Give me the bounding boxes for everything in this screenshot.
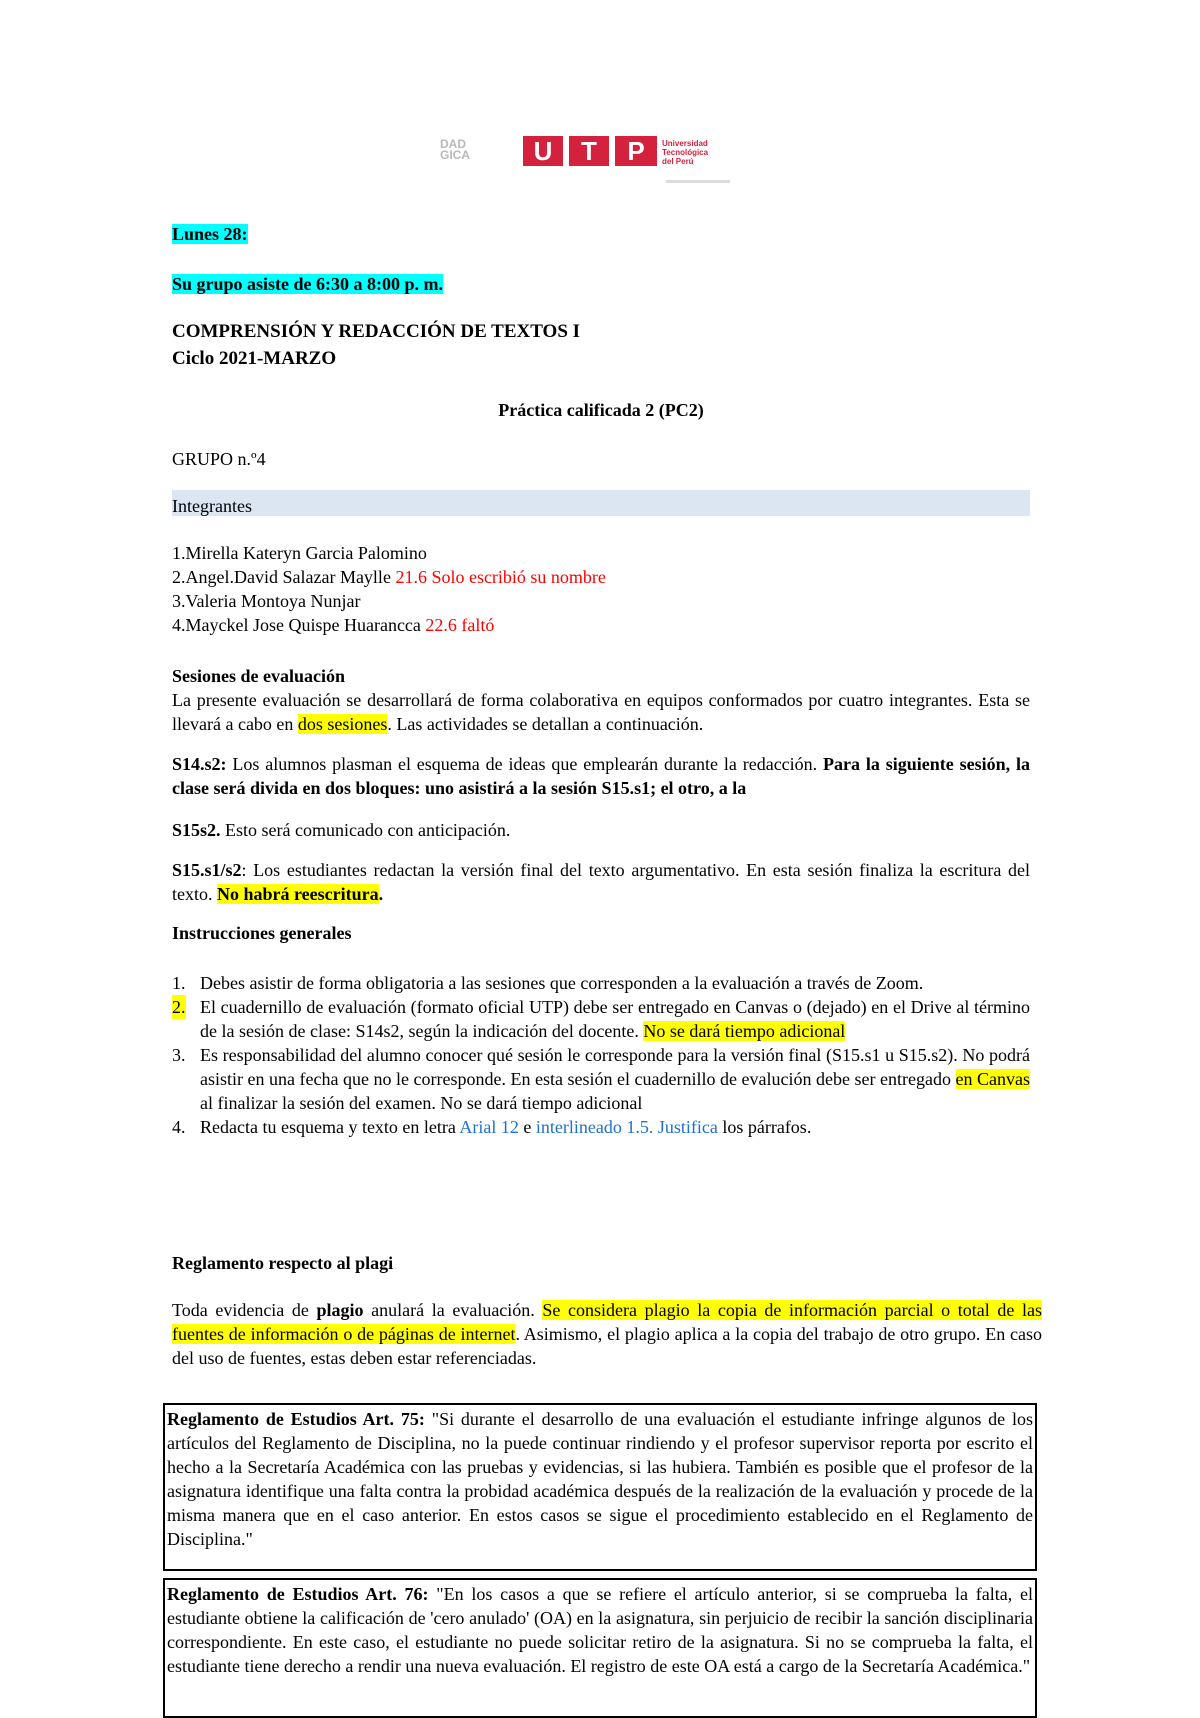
faded-logo <box>440 139 470 161</box>
members-heading: Integrantes <box>172 496 252 516</box>
member-2-grade-note: 21.6 Solo escribió su nombre <box>395 567 606 587</box>
rule-art-75-box: Reglamento de Estudios Art. 75: "Si durante el desarrollo de una evaluación el estudiante infringe algunos de los artículos del Reglamento de Disciplina, no la puede continuar rindiendo y el profesor supervisor reporta por escrito el hecho a la Secretaría Académica con las pruebas y evidencias, si las hubiera. También es posible que el profesor de la asignatura identifique una falta contra la probidad académica después de la realización de la evaluación y procede de la misma manera que en el caso anterior. En estos casos se sigue el procedimiento establecido en el Reglamento de Disciplina." <box>163 1403 1037 1571</box>
faded-logo-line1: DAD <box>440 137 466 151</box>
sessions-intro: La presente evaluación se desarrollará de forma colaborativa en equipos conformados por cuatro integrantes. Esta se llevará a cabo en dos sesiones. Las actividades se detallan a continuación. <box>172 690 1030 734</box>
header-divider <box>666 180 730 183</box>
session-s15: S15.s1/s2: Los estudiantes redactan la versión final del texto argumentativo. En esta sesión finaliza la escritura del texto. No habrá reescritura. <box>172 860 1030 904</box>
group-label: GRUPO n.º4 <box>172 449 266 469</box>
faded-logo-line2: GICA <box>440 148 470 162</box>
course-cycle: Ciclo 2021-MARZO <box>172 348 337 369</box>
day-line: Lunes 28: <box>172 224 248 244</box>
utp-logo-u: U <box>523 136 563 166</box>
exam-title: Práctica calificada 2 (PC2) <box>498 400 704 420</box>
instructions-list <box>172 971 1030 1139</box>
instruction-4: 4. Redacta tu esquema y texto en letra Arial 12 e interlineado 1.5. Justifica los párrafos. <box>172 1117 812 1137</box>
instruction-2: 2. El cuadernillo de evaluación (formato oficial UTP) debe ser entregado en Canvas o (dejado) en el Drive al término de la sesión de clase: S14s2, según la indicación del docente. No se dará tiempo adicional <box>172 997 1030 1041</box>
member-4-grade-note: 22.6 faltó <box>425 615 495 635</box>
instructions-heading: Instrucciones generales <box>172 923 352 943</box>
member-2: 2.Angel.David Salazar Maylle 21.6 Solo escribió su nombre <box>172 567 606 587</box>
plagio-heading: Reglamento respecto al plagi <box>172 1253 394 1273</box>
member-1: 1.Mirella Kateryn Garcia Palomino <box>172 543 427 563</box>
schedule-line: Su grupo asiste de 6:30 a 8:00 p. m. <box>172 274 444 294</box>
course-title: COMPRENSIÓN Y REDACCIÓN DE TEXTOS I <box>172 321 581 342</box>
utp-logo-subtitle: Universidad Tecnológica del Perú <box>662 139 709 166</box>
utp-logo-p: P <box>615 136 657 166</box>
member-4: 4.Mayckel Jose Quispe Huarancca 22.6 faltó <box>172 615 495 635</box>
members-list <box>172 541 606 637</box>
instruction-1: 1. Debes asistir de forma obligatoria a las sesiones que corresponden a la evaluación a través de Zoom. <box>172 973 924 993</box>
instruction-3: 3. Es responsabilidad del alumno conocer qué sesión le corresponde para la versión final (S15.s1 u S15.s2). No podrá asistir en una fecha que no le corresponde. En esta sesión el cuadernillo de evalución debe ser entregado en Canvas al finalizar la sesión del examen. No se dará tiempo adicional <box>172 1045 1030 1113</box>
sessions-heading: Sesiones de evaluación <box>172 666 346 686</box>
session-s14: S14.s2: Los alumnos plasman el esquema de ideas que emplearán durante la redacción. Para la siguiente sesión, la clase será divida en dos bloques: uno asistirá a la sesión S15.s1; el otro, a la <box>172 754 1031 798</box>
member-3: 3.Valeria Montoya Nunjar <box>172 591 361 611</box>
plagio-paragraph: Toda evidencia de plagio anulará la evaluación. Se considera plagio la copia de información parcial o total de las fuentes de información o de páginas de internet. Asimismo, el plagio aplica a la copia del trabajo de otro grupo. En caso del uso de fuentes, estas deben estar referenciadas. <box>172 1300 1043 1368</box>
session-s15s2: S15s2. Esto será comunicado con anticipación. <box>172 820 511 840</box>
utp-logo-t: T <box>569 136 609 166</box>
members-heading-bar <box>172 490 1030 516</box>
rule-art-76-box: Reglamento de Estudios Art. 76: "En los casos a que se refiere el artículo anterior, si se comprueba la falta, el estudiante obtiene la calificación de 'cero anulado' (OA) en la asignatura, sin perjuicio de recibir la sanción disciplinaria correspondiente. En este caso, el estudiante no puede solicitar retiro de la asignatura. Si no se comprueba la falta, el estudiante tiene derecho a rendir una nueva evaluación. El registro de este OA está a cargo de la Secretaría Académica." <box>163 1578 1037 1718</box>
